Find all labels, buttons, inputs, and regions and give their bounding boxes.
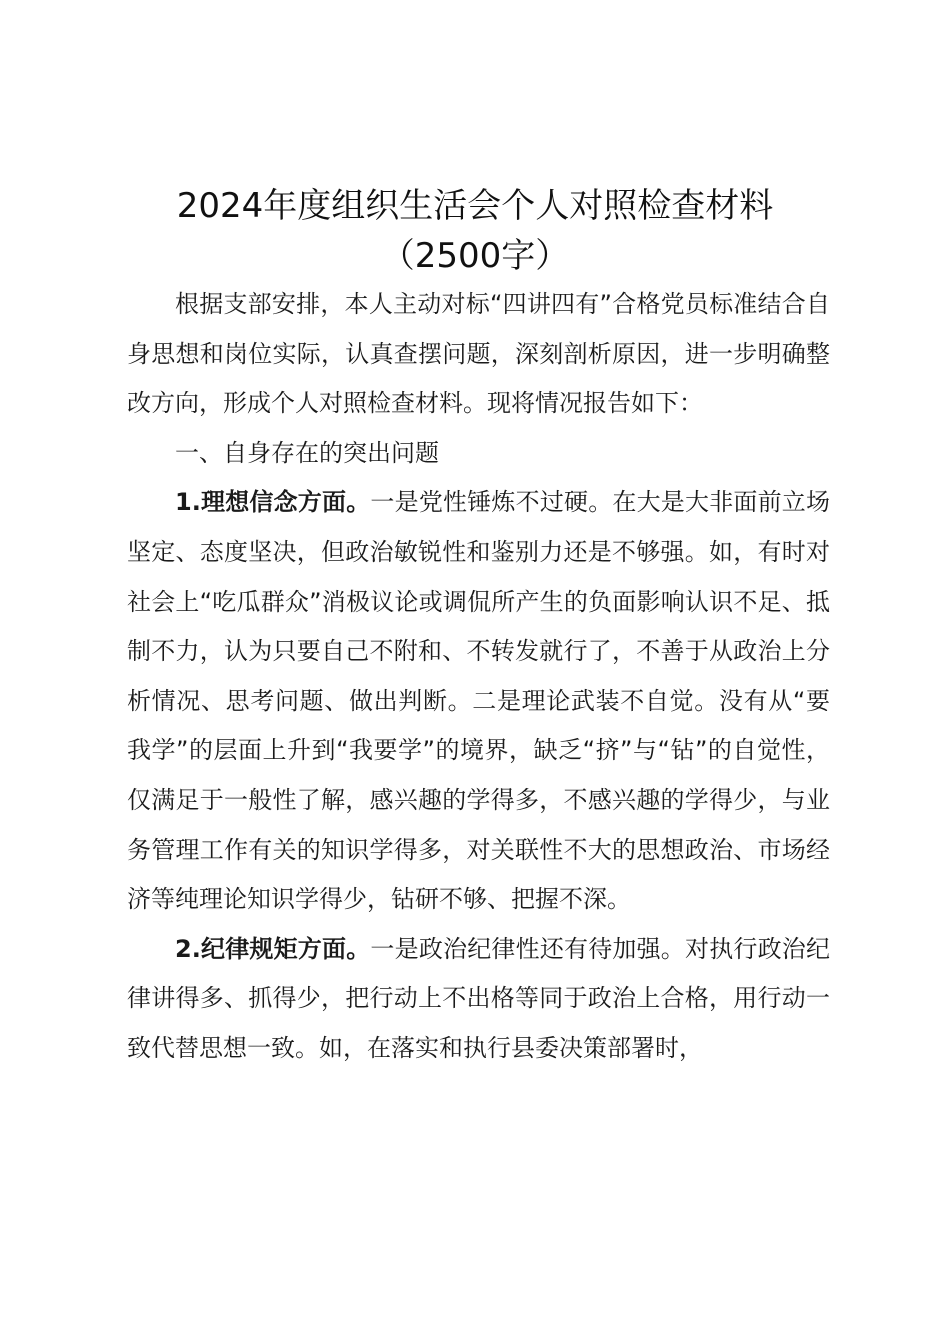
item-label-discipline: 2.纪律规矩方面。 [175, 934, 371, 963]
document-title-word-count: （2500字） [380, 236, 570, 276]
document-title: 2024年度组织生活会个人对照检查材料 [176, 186, 774, 226]
item-paragraph-discipline [127, 925, 830, 1074]
section-heading: 一、自身存在的突出问题 [175, 438, 439, 467]
item-label-ideals: 1.理想信念方面。 [175, 488, 371, 517]
item-paragraph-ideals [127, 478, 830, 924]
item-text-discipline: 一是政治纪律性还有待加强。对执行政治纪律讲得多、抓得少，把行动上不出格等同于政治上合格，用行动一致代替思想一致。如，在落实和执行县委决策部署时， [127, 934, 831, 1062]
item-text-ideals: 一是党性锤炼不过硬。在大是大非面前立场坚定、态度坚决，但政治敏锐性和鉴别力还是不够强。如，有时对社会上“吃瓜群众”消极议论或调侃所产生的负面影响认识不足、抵制不力，认为只要自己不附和、不转发就行了，不善于从政治上分析情况、思考问题、做出判断。二是理论武装不自觉。没有从“要我学”的层面上升到“我要学”的境界，缺乏“挤”与“钻”的自觉性，仅满足于一般性了解，感兴趣的学得多，不感兴趣的学得少，与业务管理工作有关的知识学得多，对关联性不大的思想政治、市场经济等纯理论知识学得少，钻研不够、把握不深。 [127, 488, 831, 914]
document-body [127, 280, 830, 1074]
intro-paragraph: 根据支部安排，本人主动对标“四讲四有”合格党员标准结合自身思想和岗位实际，认真查摆问题，深刻剖析原因，进一步明确整改方向，形成个人对照检查材料。现将情况报告如下： [127, 290, 830, 418]
